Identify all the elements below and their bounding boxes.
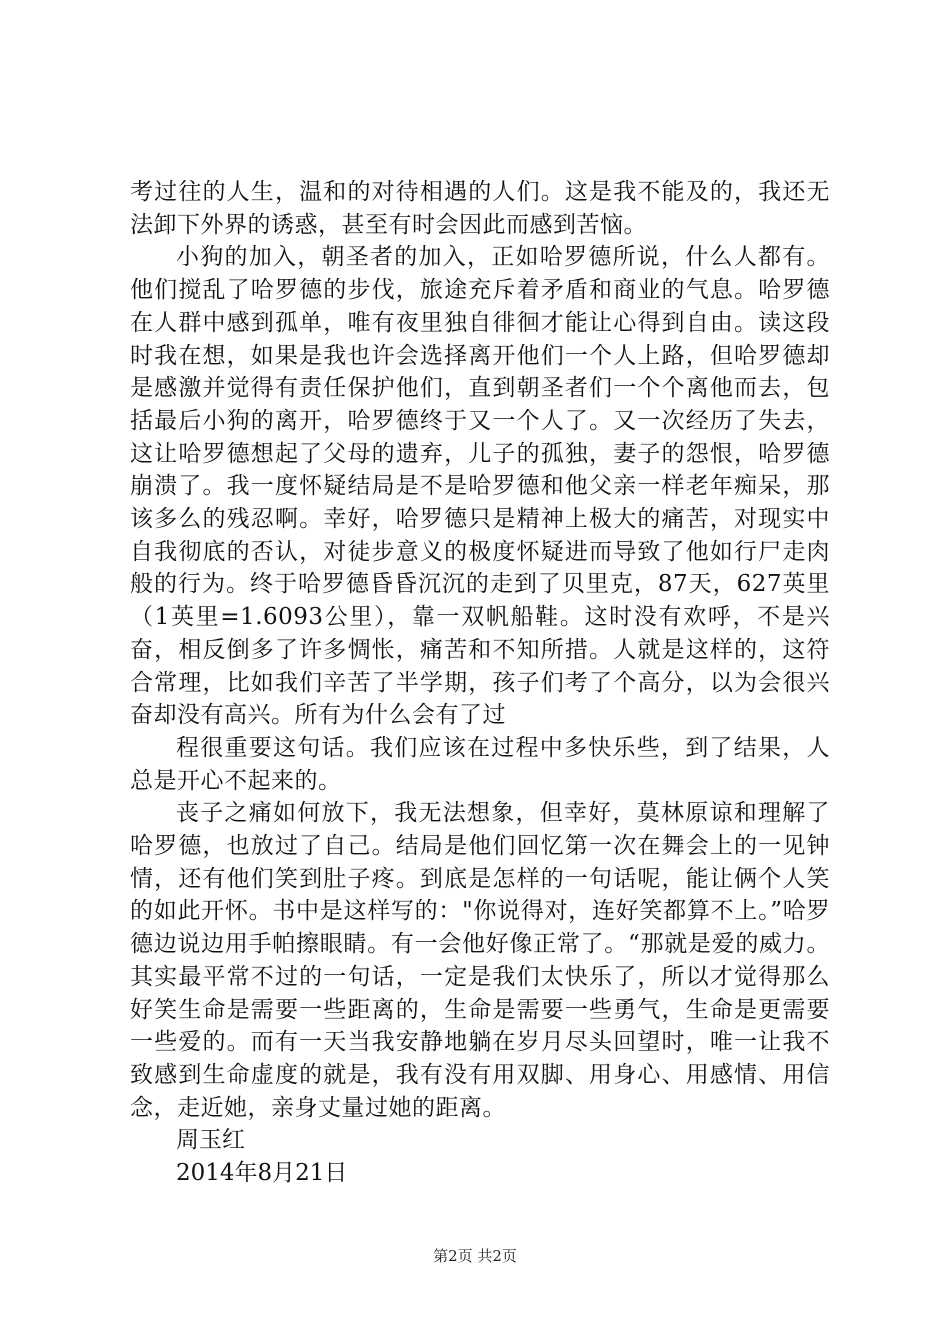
paragraph-2: 小狗的加入，朝圣者的加入，正如哈罗德所说，什么人都有。他们搅乱了哈罗德的步伐，旅途充斥着矛盾和商业的气息。哈罗德在人群中感到孤单，唯有夜里独自徘徊才能让心得到自由。读这段时我在想，如果是我也许会选择离开他们一个人上路，但哈罗德却是感激并觉得有责任保护他们，直到朝圣者们一个个离他而去，包括最后小狗的离开，哈罗德终于又一个人了。又一次经历了失去，这让哈罗德想起了父母的遗弃，儿子的孤独，妻子的怨恨，哈罗德崩溃了。我一度怀疑结局是不是哈罗德和他父亲一样老年痴呆，那该多么的残忍啊。幸好，哈罗德只是精神上极大的痛苦，对现实中自我彻底的否认，对徒步意义的极度怀疑进而导致了他如行尸走肉般的行为。终于哈罗德昏昏沉沉的走到了贝里克，87天，627英里（1英里=1.6093公里），靠一双帆船鞋。这时没有欢呼，不是兴奋，相反倒多了许多惆怅，痛苦和不知所措。人就是这样的，这符合常理，比如我们辛苦了半学期，孩子们考了个高分，以为会很兴奋却没有高兴。所有为什么会有了过 [130,244,830,729]
paragraph-3: 程很重要这句话。我们应该在过程中多快乐些，到了结果，人总是开心不起来的。 [130,734,830,794]
paragraph-4: 丧子之痛如何放下，我无法想象，但幸好，莫林原谅和理解了哈罗德，也放过了自己。结局是他们回忆第一次在舞会上的一见钟情，还有他们笑到肚子疼。到底是怎样的一句话呢，能让俩个人笑的如此开怀。书中是这样写的："你说得对，连好笑都算不上。”哈罗德边说边用手帕擦眼睛。有一会他好像正常了。“那就是爱的威力。其实最平常不过的一句话，一定是我们太快乐了，所以才觉得那么好笑生命是需要一些距离的，生命是需要一些勇气，生命是更需要一些爱的。而有一天当我安静地躺在岁月尽头回望时，唯一让我不致感到生命虚度的就是，我有没有用双脚、用身心、用感情、用信念，走近她，亲身丈量过她的距离。 [130,800,830,1121]
page-footer: 第2页 共2页 [433,1247,517,1265]
document-body [130,176,830,1190]
document-date: 2014年8月21日 [176,1160,348,1187]
paragraph-1: 考过往的人生，温和的对待相遇的人们。这是我不能及的，我还无法卸下外界的诱惑，甚至有时会因此而感到苦恼。 [130,179,830,238]
author-name: 周玉红 [176,1127,245,1154]
